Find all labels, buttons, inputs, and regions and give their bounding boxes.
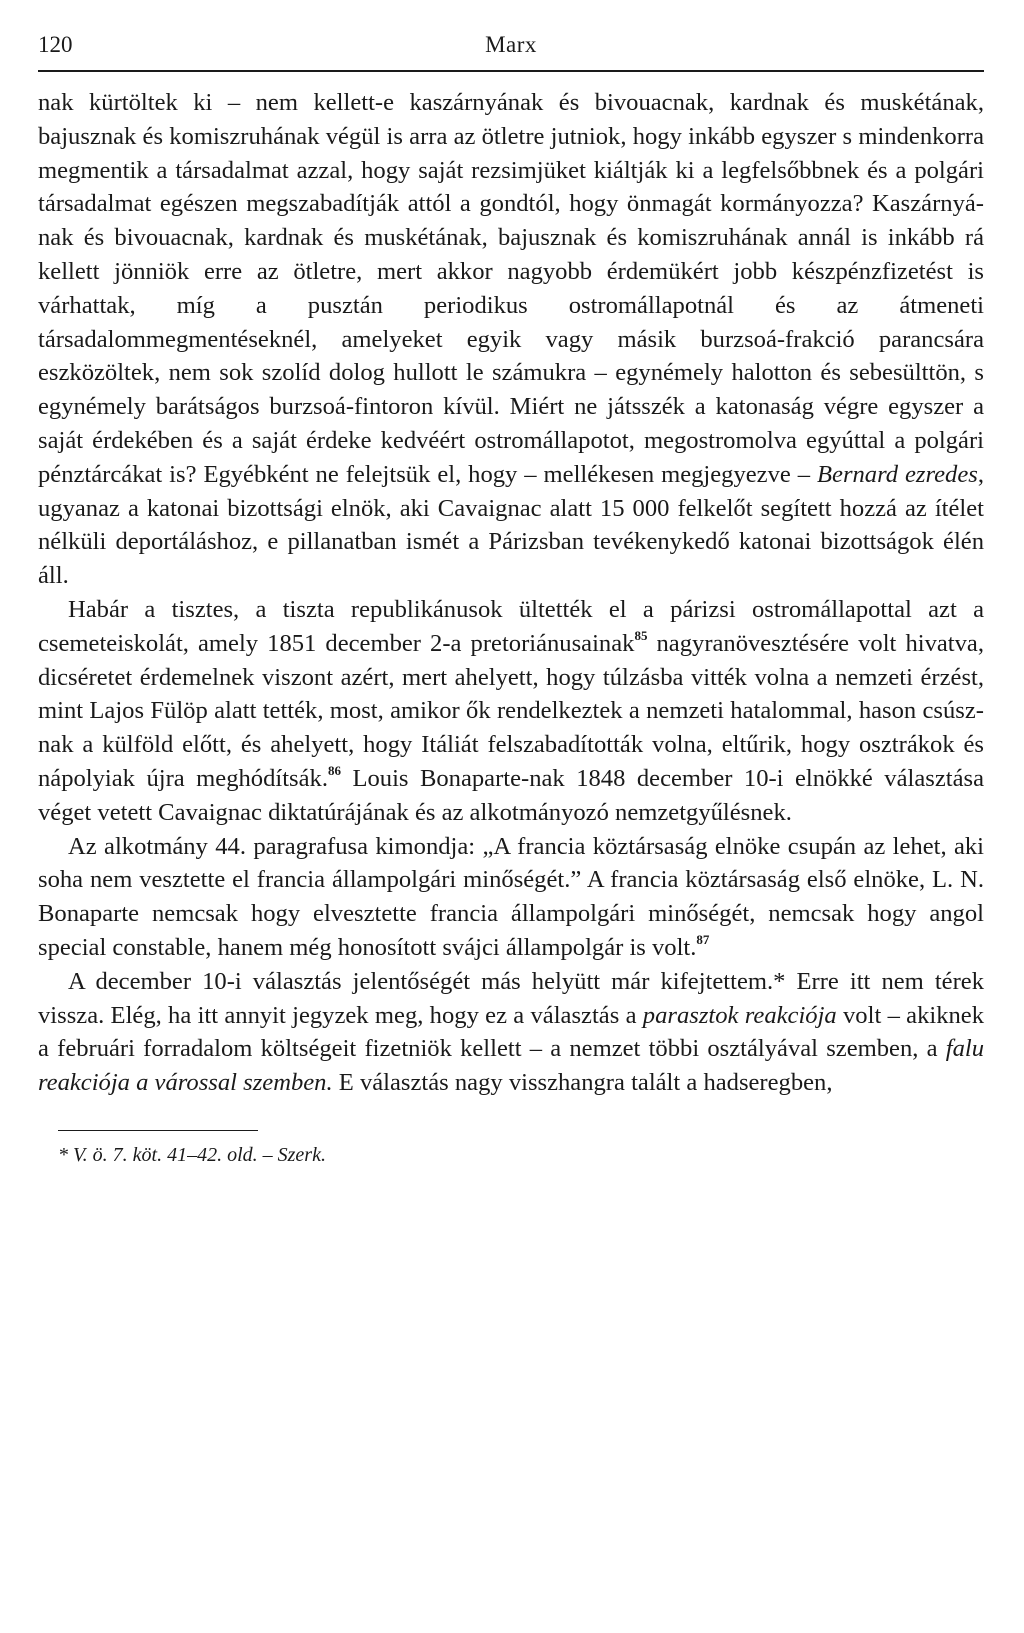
emphasis-text: falu reakciója a várossal szemben.: [38, 1035, 984, 1097]
text-run: Habár a tisztes, a tiszta republikánusok ültették el a párizsi ostromállapottal azt a csemeteiskolát, amely 1851 december 2-a pretoriánusainak: [38, 595, 984, 657]
header-rule: [38, 70, 984, 72]
text-run: E választás nagy visszhangra talált a hadseregben,: [332, 1069, 833, 1097]
emphasis-text: Bernard ezredes: [817, 460, 978, 488]
text-run: , ugyanaz a katonai bizottsági elnök, aki Cavaignac alatt 15 000 felkelőt segített hozzá az ítélet nélküli deportáláshoz, e pillanatban ismét a Párizsban tevékenykedő katonai bizottságok élén áll.: [38, 460, 984, 590]
book-page: [38, 28, 984, 1169]
note-reference: 86: [328, 762, 341, 778]
text-run: nagyranövesztésére volt hivatva, dicséretet érdemelnek viszont azért, mert ahelyett, hogy túlzásba vitték volna a nemzeti érzést, mint Lajos Fülöp alatt tették, most, amikor ők rendelkeztek a nemzeti hatalommal, hason csúsznak a külföld előtt, és ahelyett, hogy Itáliát felszabadították volna, eltűrik, hogy osztrákok és nápolyiak újra meghódítsák.: [38, 629, 984, 792]
text-run: A december 10-i választás jelentőségét más helyütt már kifejtettem.* Erre itt nem térek vissza. Elég, ha itt annyit jegyzek meg, hogy ez a választás a: [38, 967, 984, 1029]
note-reference: 85: [634, 627, 648, 643]
text-run: Louis Bonaparte-nak 1848 december 10-i elnökké választása véget vetett Cavaignac diktatúrájának és az alkotmányozó nemzetgyűlésnek.: [38, 764, 984, 826]
footnote: * V. ö. 7. köt. 41–42. old. – Szerk.: [58, 1143, 326, 1166]
footnote-rule: [58, 1130, 258, 1131]
paragraph: [38, 965, 984, 1100]
paragraph: [38, 830, 984, 965]
page-number: 120: [38, 32, 73, 57]
text-run: nak kürtöltek ki – nem kellett-e kaszárnyának és bivouacnak, kardnak és muskétának, bajusznak és komiszruhának végül is arra az ötletre jutniok, hogy inkább egyszer s mindenkorra megmentik a társadalmat azzal, hogy saját rezsimjüket kiáltják ki a legfelsőbbnek és a polgári társadalmat egészen megszabadítják attól a gondtól, hogy önmagát kormányozza? Kaszárnyának és bivouacnak, kardnak és muskétának, bajusznak és komiszruhának annál is inkább rá kellett jönniök erre az ötletre, mert akkor nagyobb érdemükért jobb készpénzfizetést is várhattak, míg a pusztán periodikus ostromállapotnál és az átmeneti társadalommegmentéseknél, amelyeket egyik vagy másik burzsoá-frakció parancsára eszközöltek, nem sok szolíd dolog hullott le számukra – egynémely halotton és sebesülttön, s egynémely barátságos burzsoá-fintoron kívül. Miért ne játsszék a katonaság végre egyszer a saját érdekében és a saját érdeke kedvéért ostromállapotot, megostromolva egyúttal a polgári pénztárcákat is? Egyébként ne felejtsük el, hogy – mellékesen megjegyezve –: [38, 89, 984, 488]
body-text: [38, 86, 984, 1100]
running-title: Marx: [485, 32, 537, 57]
text-run: volt – akiknek a februári forradalom költségeit fizetniök kellett – a nemzet többi osztályával szemben, a: [38, 1001, 985, 1063]
paragraph: [38, 86, 984, 593]
note-reference: 87: [696, 931, 710, 947]
running-head: [38, 28, 984, 66]
paragraph: [38, 593, 984, 830]
emphasis-text: parasztok reakciója: [642, 1001, 837, 1029]
text-run: Az alkotmány 44. paragrafusa kimondja: „A francia köztársaság elnöke csupán az lehet, aki soha nem vesztette el francia állampolgári minőségét.” A francia köztársaság első elnöke, L. N. Bonaparte nemcsak hogy elvesztette francia állampolgári minőségét, nemcsak hogy angol special constable, hanem még honosított svájci állampolgár is volt.: [38, 832, 984, 961]
